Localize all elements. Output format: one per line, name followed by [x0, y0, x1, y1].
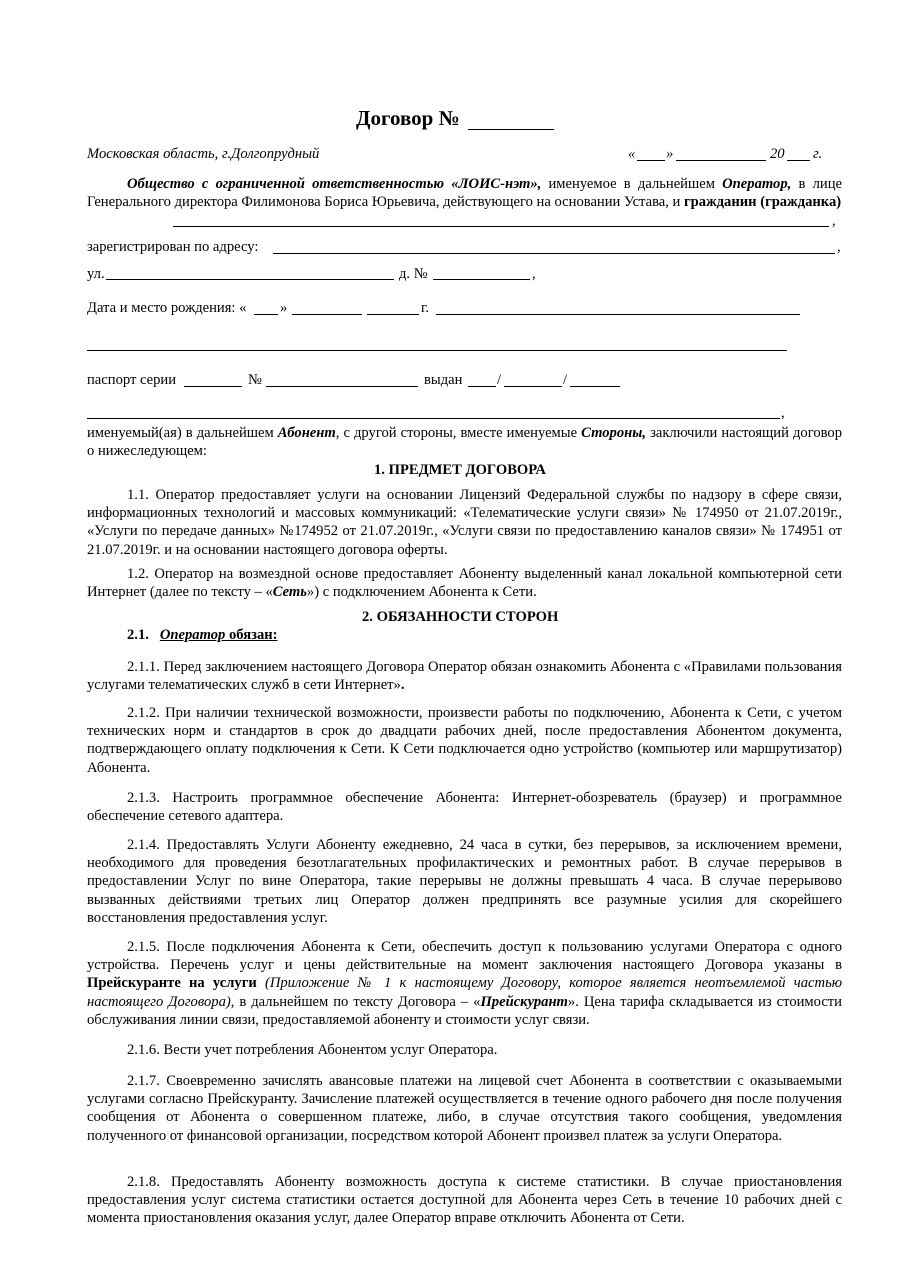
issued-slash-1: /: [497, 372, 502, 388]
clause-2-1-5-text-a: 2.1.5. После подключения Абонента к Сети, обеспечить доступ к пользованию услугами Оператора с одного устройства. Перечень услуг и цены действительные на момент заключения настоящего Договора указаны в: [87, 939, 842, 974]
subsection-2-1-number: 2.1.: [127, 627, 149, 643]
clause-2-1-4-text: 2.1.4. Предоставлять Услуги Абоненту ежедневно, 24 часа в сутки, без перерывов, за исключением времени, необходимого для проведения безотлагательных профилактических и ремонтных работ. В случае перерывов в предоставлении Услуг по вине Оператора, такие перерывы не должны превышать 4 часа. В случае перерывово вызванных действиями третьих лиц Оператор должен предпринять все разумные усилия для скорейшего восстановления предоставления услуг.: [87, 837, 842, 926]
birth-label: Дата и место рождения: «: [87, 300, 247, 316]
contract-number-line: [468, 129, 554, 130]
address-label: зарегистрирован по адресу:: [87, 239, 259, 255]
abonent-text-1: именуемый(ая) в дальнейшем: [87, 425, 278, 441]
subsection-obliged: обязан:: [225, 627, 278, 643]
clause-2-1-1-text: 2.1.1. Перед заключением настоящего Договора Оператор обязан ознакомить Абонента с «Правилами пользования услугами телематических служб в сети Интернет»: [87, 659, 842, 694]
birth-month-line: [292, 314, 362, 315]
citizen-comma: ,: [832, 213, 836, 229]
abonent-text-2: , с другой стороны, вместе именуемые: [335, 425, 582, 441]
address-line: [273, 253, 835, 254]
clause-2-1-2: [87, 704, 842, 777]
net-term: Сеть: [272, 584, 307, 601]
appendix-note: (Приложение № 1 к настоящему Договору, которое является неотъемлемой частью настоящего Договора): [87, 975, 842, 1010]
street-comma: ,: [532, 266, 536, 282]
birth-quote-close: »: [280, 300, 288, 316]
clause-2-1-1-dot: .: [400, 677, 405, 694]
street-line: [106, 279, 394, 280]
subsection-operator-term: Оператор: [159, 627, 226, 643]
passport-number-sign: №: [248, 372, 262, 388]
date-year-line: [787, 160, 810, 161]
clause-1-2: [87, 565, 842, 601]
issued-label: выдан: [424, 372, 463, 388]
house-line: [433, 279, 530, 280]
birth-year-suffix: г.: [421, 300, 429, 316]
clause-2-1-5-text-c: ». Цена тарифа складывается из стоимости обслуживания линии связи, предоставляемой абоненту и стоимости услуг связи.: [87, 993, 842, 1028]
company-name: Общество с ограниченной ответственностью «ЛОИС-нэт»,: [127, 176, 542, 192]
clause-2-1-5: [87, 938, 842, 1029]
clause-2-1-8: [87, 1173, 842, 1228]
section-1-heading: 1. ПРЕДМЕТ ДОГОВОРА: [374, 462, 546, 478]
operator-term: Оператор,: [722, 176, 792, 192]
date-quote-close: »: [666, 146, 674, 162]
birth-place-line-2: [87, 350, 787, 351]
issued-month-line: [504, 386, 562, 387]
clause-2-1-8-text: 2.1.8. Предоставлять Абоненту возможность доступа к системе статистики. В случае приостановления предоставления услуг система статистики остается доступной для Абонента через Сеть в течение 10 рабочих дней с момента приостановления оказания услуг, далее Оператор вправе отключить Абонента от Сети.: [87, 1174, 842, 1227]
issued-slash-2: /: [563, 372, 568, 388]
house-label: д. №: [399, 266, 428, 282]
clause-2-1-5-text-b: , в дальнейшем по тексту Договора – «: [230, 993, 481, 1010]
clause-2-1-6: [87, 1041, 842, 1059]
abonent-paragraph: [87, 424, 842, 460]
clause-2-1-1: [87, 658, 842, 694]
clause-1-2-text-b: ») с подключением Абонента к Сети.: [306, 584, 537, 601]
clause-2-1-2-text: 2.1.2. При наличии технической возможности, произвести работы по подключению, Абонента к Сети, с учетом технических норм и стандартов в срок до двадцати рабочих дней, после предоставления Абонентом документа, подтверждающего оплату подключения к Сети. К Сети подключается одно устройство (компьютер или маршрутизатор) Абонента.: [87, 705, 842, 776]
page-title: [356, 106, 460, 131]
issued-by-comma: ,: [781, 405, 785, 421]
passport-label: паспорт серии: [87, 372, 177, 388]
subsection-2-1: [127, 626, 278, 644]
clause-1-2-text-a: 1.2. Оператор на возмездной основе предоставляет Абоненту выделенный канал локальной компьютерной сети Интернет (далее по тексту – «: [87, 566, 842, 601]
birth-day-line: [254, 314, 278, 315]
clause-2-1-6-text: 2.1.6. Вести учет потребления Абонентом услуг Оператора.: [127, 1042, 498, 1058]
date-month-line: [676, 160, 766, 161]
address-comma: ,: [837, 239, 841, 255]
issued-day-line: [468, 386, 496, 387]
clause-1-1: [87, 486, 842, 559]
section-2-heading: 2. ОБЯЗАННОСТИ СТОРОН: [362, 609, 559, 625]
price-list-term: Прейскуранте на услуги: [87, 975, 257, 992]
issued-year-line: [570, 386, 620, 387]
abonent-term: Абонент: [277, 425, 336, 441]
clause-2-1-7: [87, 1072, 842, 1145]
passport-series-line: [184, 386, 242, 387]
clause-2-1-4: [87, 836, 842, 927]
issued-by-line: [87, 418, 780, 419]
date-year-prefix: 20: [770, 146, 785, 162]
clause-2-1-7-text: 2.1.7. Своевременно зачислять авансовые платежи на лицевой счет Абонента в соответствии с оказываемыми услугами согласно Прейскуранту. Зачисление платежей осуществляется в течение одного рабочего дня после получения сообщения от Абонента о совершенном платеже, либо, в случае отсутствия такого сообщения, уведомления полученного от финансовой организации, посредством которой Абонент произвел платеж за услуги Оператора.: [87, 1073, 842, 1144]
parties-term: Стороны,: [581, 425, 647, 441]
date-quote-open: «: [628, 146, 636, 162]
preamble-text-2: в лице Генерального директора Филимонова Бориса Юрьевича, действующего на основании Устава, и: [87, 176, 842, 211]
date-day-line: [637, 160, 665, 161]
birth-year-line: [367, 314, 419, 315]
preamble-text-1: именуемое в дальнейшем: [541, 176, 723, 192]
passport-number-line: [266, 386, 418, 387]
street-label: ул.: [87, 266, 105, 282]
preamble: [87, 175, 842, 211]
clause-1-1-text: 1.1. Оператор предоставляет услуги на основании Лицензий Федеральной службы по надзору в сфере связи, информационных технологий и массовых коммуникаций: «Телематические услуги связи» № 174950 от 21.07.2019г., «Услуги по передаче данных» №174952 от 21.07.2019г., «Услуги связи по предоставлению каналов связи» № 174951 от 21.07.2019г. и на основании настоящего договора оферты.: [87, 487, 842, 558]
date-year-suffix: г.: [813, 146, 823, 162]
place-text: Московская область, г.Долгопрудный: [87, 146, 320, 162]
clause-2-1-3: [87, 789, 842, 825]
birth-place-line: [436, 314, 800, 315]
pricelist-term: Прейскурант: [480, 993, 568, 1010]
abonent-text-3: заключили настоящий договор о нижеследующем:: [87, 425, 842, 460]
title-text: Договор №: [356, 106, 460, 130]
clause-2-1-3-text: 2.1.3. Настроить программное обеспечение Абонента: Интернет-обозреватель (браузер) и программное обеспечение сетевого адаптера.: [87, 790, 842, 825]
citizen-name-line: [173, 226, 829, 227]
citizen-term: гражданин (гражданка): [684, 194, 842, 211]
